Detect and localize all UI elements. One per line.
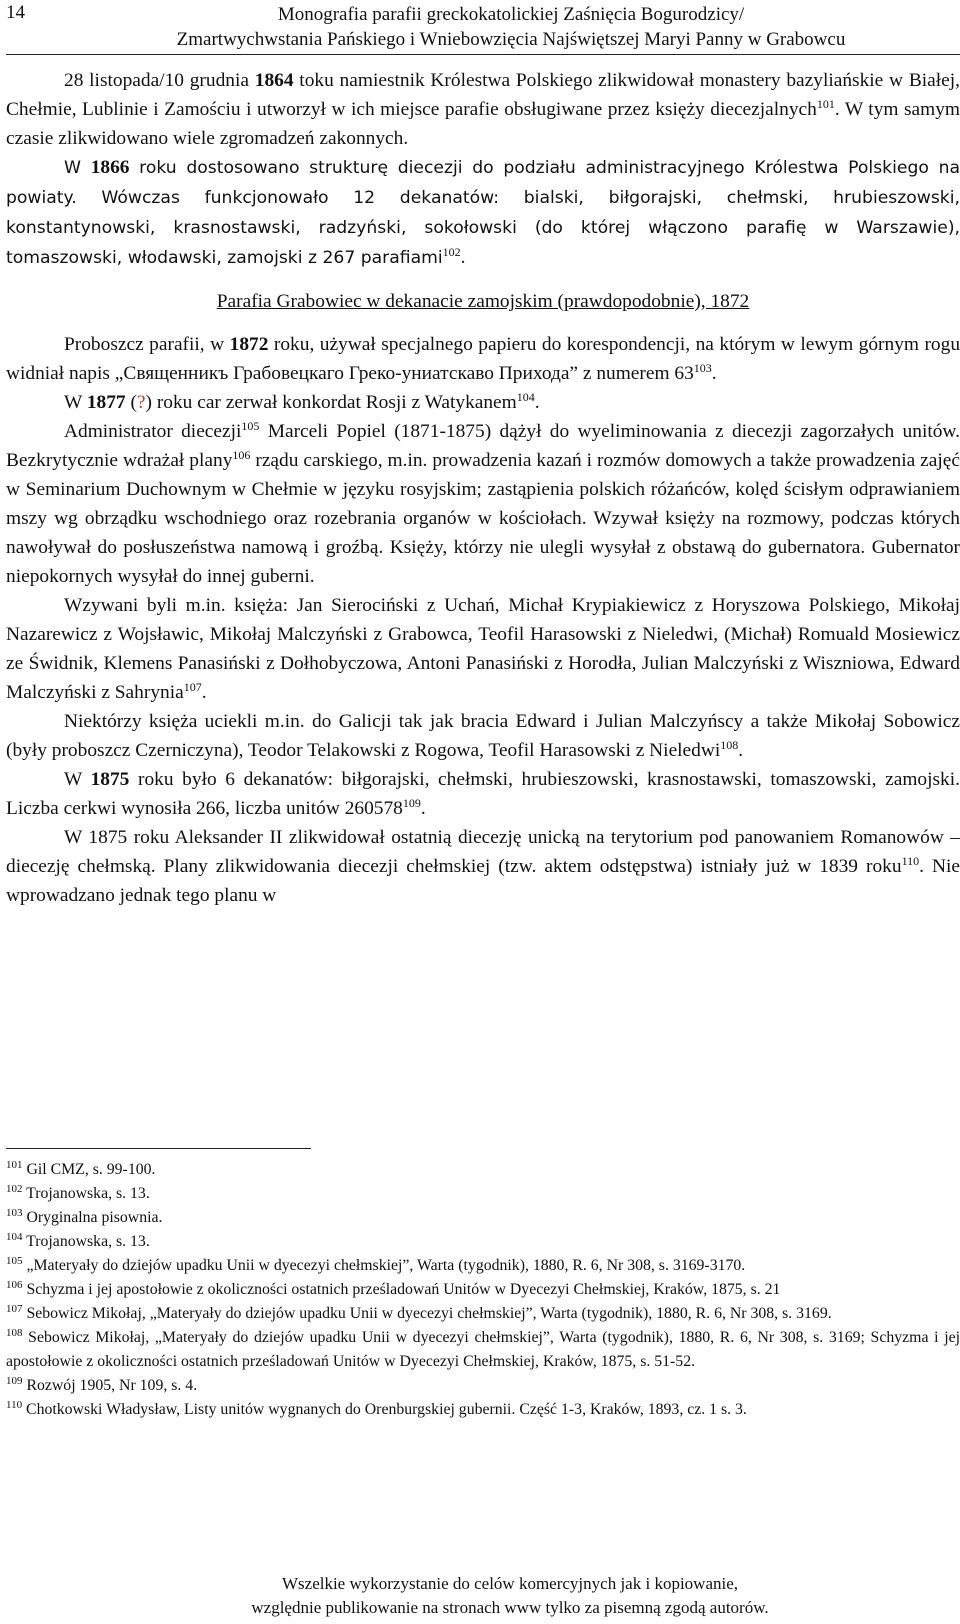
footnote-ref: 106 — [232, 448, 251, 462]
section-heading: Parafia Grabowiec w dekanacie zamojskim (prawdopodobnie), 1872 — [216, 291, 750, 312]
year-1864: 1864 — [254, 70, 294, 91]
footnote-106: $^{106}$ Schyzma i jej apostołowie z okoliczności ostatnich prześladowań Unitów w Dyecezyi Chełmskiej, Kraków, 1875, s. 21 — [6, 1279, 781, 1298]
paragraph-fled-priests: Niektórzy księża uciekli m.in. do Galicji tak jak bracia Edward i Julian Malczyńscy a także Mikołaj Sobowicz (były proboszcz Czerniczyna), Teodor Telakowski z Rogowa, Teofil Harasowski z Nieledwi$^{108}$. — [6, 711, 960, 761]
main-text — [6, 66, 960, 910]
footnote-ref: 102 — [442, 245, 461, 259]
footnote-ref: 101 — [816, 97, 835, 111]
paragraph-summoned-priests: Wzywani byli m.in. księża: Jan Sierociński z Uchań, Michał Krypiakiewicz z Horyszowa Polskiego, Mikołaj Nazarewicz z Wojsławic, Mikołaj Malczyński z Grabowca, Teofil Harasowski z Nieledwi, (Michał) Romuald Mosiewicz ze Świdnik, Klemens Panasiński z Dołhobyczowa, Antoni Panasiński z Horodła, Julian Malczyński z Wiszniowa, Edward Malczyński z Sahrynia$^{107}$. — [6, 595, 960, 703]
footnote-101: $^{101}$ Gil CMZ, s. 99-100. — [6, 1159, 156, 1178]
footnote-110: $^{110}$ Chotkowski Władysław, Listy unitów wygnanych do Orenburgskiej gubernii. Część 1-3, Kraków, 1893, cz. 1 s. 3. — [6, 1399, 747, 1418]
page-header — [6, 0, 956, 60]
page-number: 14 — [6, 2, 25, 23]
running-title-line-1: Monografia parafii greckokatolickiej Zaśnięcia Bogurodzicy/ — [277, 4, 745, 25]
footnote-ref: 110 — [901, 854, 920, 868]
footnote-ref: 105 — [241, 419, 260, 433]
footer-line-1: Wszelkie wykorzystanie do celów komercyjnych jak i kopiowanie, — [281, 1574, 739, 1593]
year-1872: 1872 — [229, 334, 269, 355]
year-1866: 1866 — [90, 157, 130, 178]
uncertain-mark: ? — [136, 392, 146, 413]
running-title-line-2: Zmartwychwstania Pańskiego i Wniebowzięcia Najświętszej Maryi Panny w Grabowcu — [176, 29, 846, 50]
footnote-103: $^{103}$ Oryginalna pisownia. — [6, 1207, 163, 1226]
footnote-rule — [6, 1148, 311, 1149]
paragraph-1875-liquidation: W 1875 roku Aleksander II zlikwidował ostatnią diecezję unicką na terytorium pod panowaniem Romanowów – diecezję chełmską. Plany zlikwidowania diecezji chełmskiej (tzw. aktem odstępstwa) istniały już w 1839 roku$^{110}$. Nie wprowadzano jednak tego planu w — [6, 827, 960, 906]
paragraph-1864: 28 listopada/10 grudnia 1864 toku namiestnik Królestwa Polskiego zlikwidował monastery bazyliańskie w Białej, Chełmie, Lublinie i Zamościu i utworzył w ich miejsce parafie obsługiwane przez księży diecezjalnych$^{101}$. W tym samym czasie zlikwidowano wiele zgromadzeń zakonnych. — [6, 70, 960, 149]
footnote-102: $^{102}$ Trojanowska, s. 13. — [6, 1183, 150, 1202]
year-1877: 1877 — [86, 392, 126, 413]
paragraph-1877: W 1877 (?) roku car zerwał konkordat Rosji z Watykanem$^{104}$. — [64, 390, 540, 413]
footnote-ref: 103 — [693, 361, 712, 375]
paragraph-1875-deaneries: W 1875 roku było 6 dekanatów: biłgorajski, chełmski, hrubieszowski, krasnostawski, tomaszowski, zamojski. Liczba cerkwi wynosiła 266, liczba unitów 260578$^{109}$. — [6, 769, 960, 819]
footnote-107: $^{107}$ Sebowicz Mikołaj, „Materyały do dziejów upadku Unii w dyecezyi chełmskiej”, Warta (tygodnik), 1880, R. 6, Nr 308, s. 3169. — [6, 1303, 832, 1322]
footnote-ref: 109 — [402, 796, 421, 810]
paragraph-1872: Proboszcz parafii, w 1872 roku, używał specjalnego papieru do korespondencji, na którym w lewym górnym rogu widniał napis „Священникъ Грабовецкаго Греко-униатскаво Прихода” z numerem $63^{103}$. — [6, 334, 960, 384]
footer-line-2: względnie publikowanie na stronach www tylko za pisemną zgodą autorów. — [251, 1598, 769, 1617]
year-1875: 1875 — [90, 769, 130, 790]
running-title — [66, 2, 956, 52]
footnote-ref: 107 — [183, 680, 202, 694]
paragraph-1866: W 1866 roku dostosowano strukturę diecezji do podziału administracyjnego Królestwa Polskiego na powiaty. Wówczas funkcjonowało 12 dekanatów: bialski, biłgorajski, chełmski, hrubieszowski, konstantynowski, krasnostawski, radzyński, sokołowski (do której włączono parafię w Warszawie), tomaszowski, włodawski, zamojski z 267 parafiami$^{102}$. — [6, 157, 960, 268]
footnote-108: $^{108}$ Sebowicz Mikołaj, „Materyały do dziejów upadku Unii w dyecezyi chełmskiej”, Warta (tygodnik), 1880, R. 6, Nr 308, s. 3169; Schyzma i jej apostołowie z okoliczności ostatnich prześladowań Unitów w Dyecezyi Chełmskiej, Kraków, 1875, s. 51-52. — [6, 1327, 960, 1370]
paragraph-administrator: Administrator diecezji$^{105}$ Marceli Popiel (1871-1875) dążył do wyeliminowania z diecezji zagorzałych unitów. Bezkrytycznie wdrażał plany$^{106}$ rządu carskiego, m.in. prowadzenia kazań i rozmów domowych a także prowadzenia zajęć w Seminarium Duchownym w Chełmie w języku rosyjskim; zastąpienia polskich różańców, kolęd ścisłym odprawianiem mszy wg obrządku wschodniego oraz rozebrania organów w kościołach. Wzywał księży na rozmowy, podczas których nawoływał do posłuszeństwa namową i groźbą. Księży, którzy nie ulegli wysyłał z obstawą do gubernatora. Gubernator niepokornych wysyłał do innej guberni. — [6, 419, 960, 587]
page-footer — [60, 1572, 960, 1620]
footnote-109: $^{109}$ Rozwój 1905, Nr 109, s. 4. — [6, 1375, 198, 1394]
header-rule — [6, 54, 960, 55]
footnote-ref: 108 — [720, 738, 739, 752]
footnotes — [6, 1158, 960, 1422]
footnote-104: $^{104}$ Trojanowska, s. 13. — [6, 1231, 150, 1250]
footnote-ref: 104 — [516, 390, 535, 404]
footnote-105: $^{105}$ „Materyały do dziejów upadku Unii w dyecezyi chełmskiej”, Warta (tygodnik), 1880, R. 6, Nr 308, s. 3169-3170. — [6, 1255, 746, 1274]
